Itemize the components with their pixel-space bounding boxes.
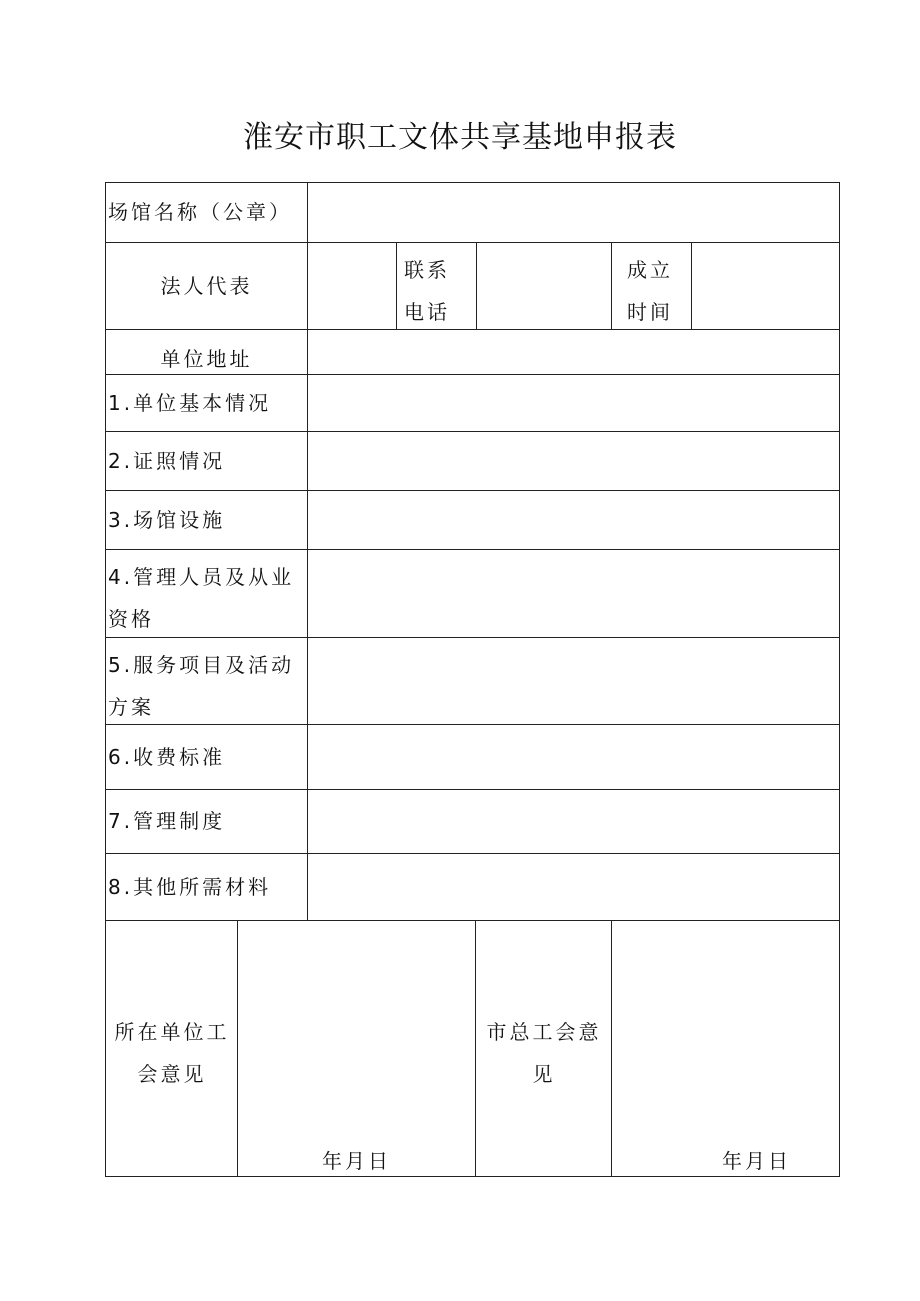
- section-field[interactable]: [309, 551, 838, 636]
- legal-rep-label: 法人代表: [160, 274, 253, 298]
- date-label: 年月日: [322, 1149, 391, 1173]
- contact-phone-label: 联系电话: [404, 258, 450, 324]
- page-title: 淮安市职工文体共享基地申报表: [243, 120, 677, 155]
- section-field[interactable]: [309, 376, 838, 430]
- unit-union-opinion-field[interactable]: [239, 922, 474, 1122]
- established-time-label: 成立时间: [627, 258, 673, 324]
- column-divider: [611, 920, 612, 1176]
- section-label: 6.收费标准: [108, 745, 226, 769]
- city-union-opinion-label: 市总工会意见: [486, 1020, 602, 1086]
- column-divider: [611, 242, 612, 329]
- section-label: 7.管理制度: [108, 809, 226, 833]
- section-label: 2.证照情况: [108, 449, 226, 473]
- table-border-top: [105, 182, 840, 183]
- row-divider: [105, 549, 840, 550]
- column-divider: [307, 182, 308, 920]
- column-divider: [691, 242, 692, 329]
- section-field[interactable]: [309, 726, 838, 788]
- venue-name-label: 场馆名称（公章）: [108, 200, 292, 224]
- column-divider: [237, 920, 238, 1176]
- section-field[interactable]: [309, 639, 838, 723]
- column-divider: [396, 242, 397, 329]
- address-field[interactable]: [309, 331, 838, 373]
- column-divider: [475, 920, 476, 1176]
- row-divider: [105, 789, 840, 790]
- section-field[interactable]: [309, 492, 838, 548]
- section-label: 8.其他所需材料: [108, 875, 272, 899]
- date-label: 年月日: [722, 1149, 791, 1173]
- established-time-field[interactable]: [693, 244, 838, 328]
- city-union-opinion-field[interactable]: [613, 922, 838, 1122]
- section-label: 4.管理人员及从业资格: [108, 565, 295, 631]
- row-divider: [105, 329, 840, 330]
- row-divider: [105, 490, 840, 491]
- section-label: 5.服务项目及活动方案: [108, 653, 295, 719]
- row-divider: [105, 431, 840, 432]
- column-divider: [476, 242, 477, 329]
- legal-rep-field[interactable]: [309, 244, 395, 328]
- contact-phone-field[interactable]: [478, 244, 610, 328]
- section-label: 3.场馆设施: [108, 508, 226, 532]
- section-field[interactable]: [309, 433, 838, 489]
- venue-name-field[interactable]: [309, 184, 838, 241]
- row-divider: [105, 920, 840, 921]
- address-label: 单位地址: [160, 347, 253, 371]
- table-border-left: [105, 182, 106, 1177]
- row-divider: [105, 242, 840, 243]
- table-border-right: [839, 182, 840, 1177]
- section-label: 1.单位基本情况: [108, 391, 272, 415]
- unit-union-opinion-label: 所在单位工会意见: [114, 1020, 230, 1086]
- section-field[interactable]: [309, 855, 838, 919]
- section-field[interactable]: [309, 791, 838, 852]
- row-divider: [105, 853, 840, 854]
